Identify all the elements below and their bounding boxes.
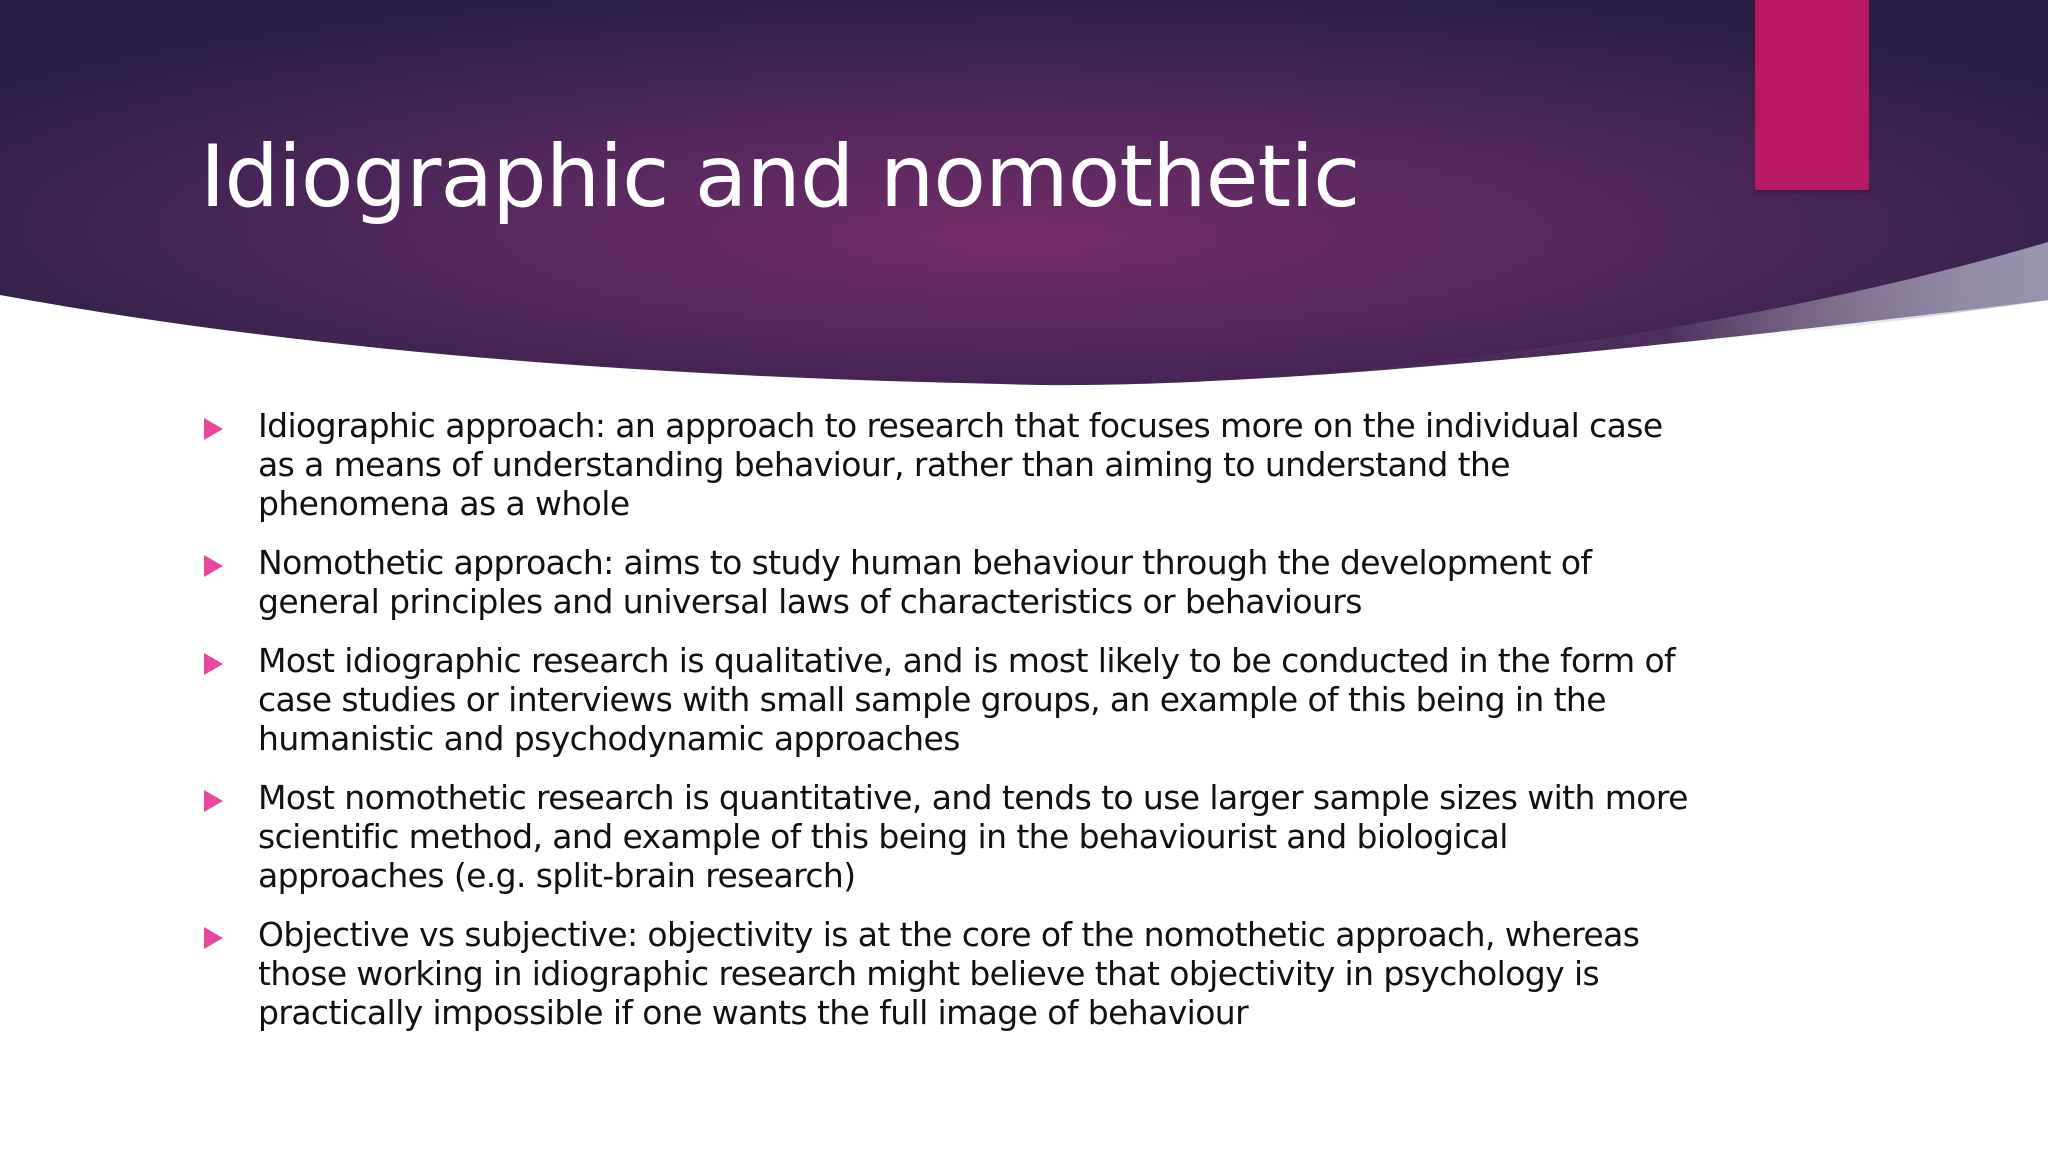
triangle-right-icon <box>204 790 223 812</box>
bullet-text: Most idiographic research is qualitative, and is most likely to be conducted in the form of case studies or interviews with small sample groups, an example of this being in the humanistic and psychodynamic approaches <box>258 641 1676 758</box>
bullet-list <box>200 406 1700 1052</box>
bullet-text: Objective vs subjective: objectivity is at the core of the nomothetic approach, whereas those working in idiographic research might believe that objectivity in psychology is practically impossible if one wants the full image of behaviour <box>258 915 1640 1032</box>
bullet-item <box>200 406 1700 523</box>
triangle-right-icon <box>204 418 223 440</box>
triangle-right-icon <box>204 555 223 577</box>
bullet-item <box>200 915 1700 1032</box>
bullet-item <box>200 778 1700 895</box>
slide-title: Idiographic and nomothetic <box>200 127 1360 227</box>
bullet-item <box>200 543 1700 621</box>
accent-tab <box>1755 0 1869 190</box>
bullet-text: Most nomothetic research is quantitative, and tends to use larger sample sizes with more scientific method, and example of this being in the behaviourist and biological approaches (e.g. split-brain research) <box>258 778 1688 895</box>
bullet-text: Idiographic approach: an approach to research that focuses more on the individual case as a means of understanding behaviour, rather than aiming to understand the phenomena as a whole <box>258 406 1663 523</box>
triangle-right-icon <box>204 653 223 675</box>
bullet-item <box>200 641 1700 758</box>
bullet-text: Nomothetic approach: aims to study human behaviour through the development of general principles and universal laws of characteristics or behaviours <box>258 543 1592 621</box>
triangle-right-icon <box>204 927 223 949</box>
